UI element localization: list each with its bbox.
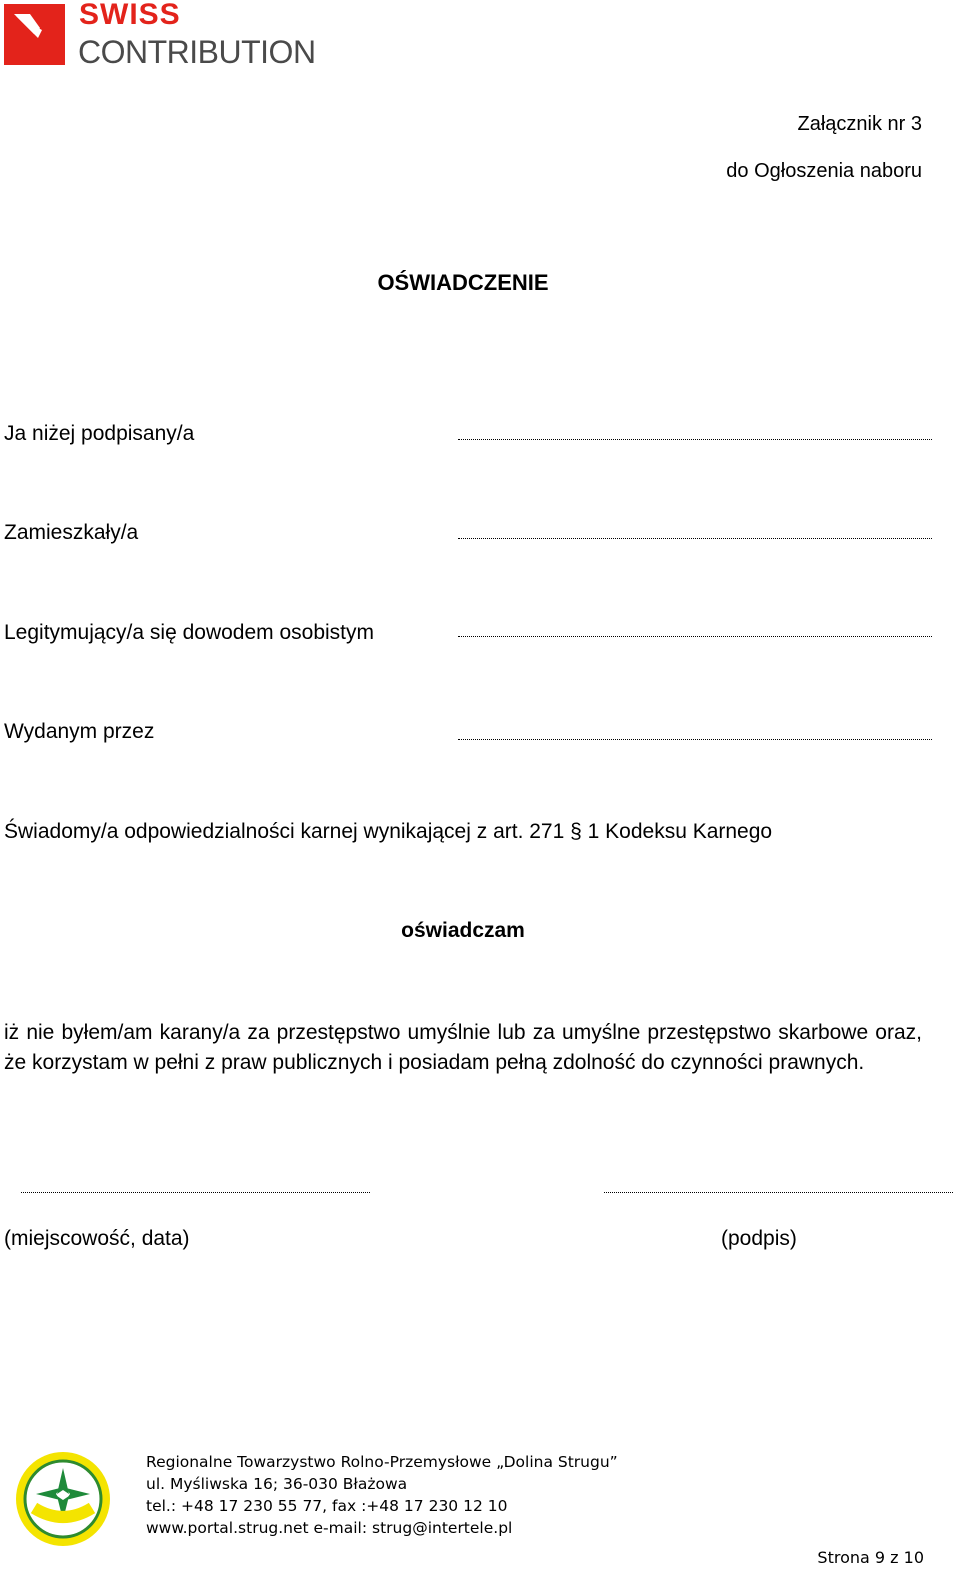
footer-address-block [146, 1451, 618, 1539]
declaration-heading: oświadczam [401, 919, 525, 942]
field-label-address: Zamieszkały/a [4, 521, 139, 544]
field-label-id-card: Legitymujący/a się dowodem osobistym [4, 621, 375, 644]
field-line-address[interactable] [458, 538, 932, 539]
page-number: Strona 9 z 10 [817, 1548, 924, 1567]
criminal-liability-notice: Świadomy/a odpowiedzialności karnej wynikającej z art. 271 § 1 Kodeksu Karnego [4, 820, 773, 843]
footer-org-name: Regionalne Towarzystwo Rolno-Przemysłowe „Dolina Strugu” [146, 1453, 618, 1471]
field-line-issued-by[interactable] [458, 739, 932, 740]
field-label-issued-by: Wydanym przez [4, 720, 155, 743]
signature-line[interactable] [604, 1192, 953, 1193]
footer-phone: tel.: +48 17 230 55 77, fax :+48 17 230 12 10 [146, 1497, 508, 1515]
annex-reference: do Ogłoszenia naboru [726, 160, 922, 182]
logo-contribution-text: CONTRIBUTION [78, 34, 316, 70]
field-line-id-card[interactable] [458, 636, 932, 637]
document-title: OŚWIADCZENIE [377, 270, 549, 295]
footer-web-email: www.portal.strug.net e-mail: strug@intertele.pl [146, 1519, 513, 1537]
place-date-label: (miejscowość, data) [4, 1227, 190, 1250]
field-label-name: Ja niżej podpisany/a [4, 422, 195, 445]
dolina-strugu-logo-icon [14, 1450, 112, 1548]
swiss-contribution-logo-icon [4, 4, 65, 65]
logo-swiss-text: SWISS [79, 0, 181, 31]
annex-number: Załącznik nr 3 [797, 113, 922, 135]
field-line-name[interactable] [458, 439, 932, 440]
signature-label: (podpis) [721, 1227, 797, 1250]
place-date-line[interactable] [21, 1192, 370, 1193]
footer-street: ul. Myśliwska 16; 36-030 Błażowa [146, 1475, 408, 1493]
declaration-paragraph: iż nie byłem/am karany/a za przestępstwo umyślnie lub za umyślne przestępstwo skarbowe oraz, że korzystam w pełni z praw publicznych i posiadam pełną zdolność do czynności prawnych. [4, 1021, 922, 1074]
